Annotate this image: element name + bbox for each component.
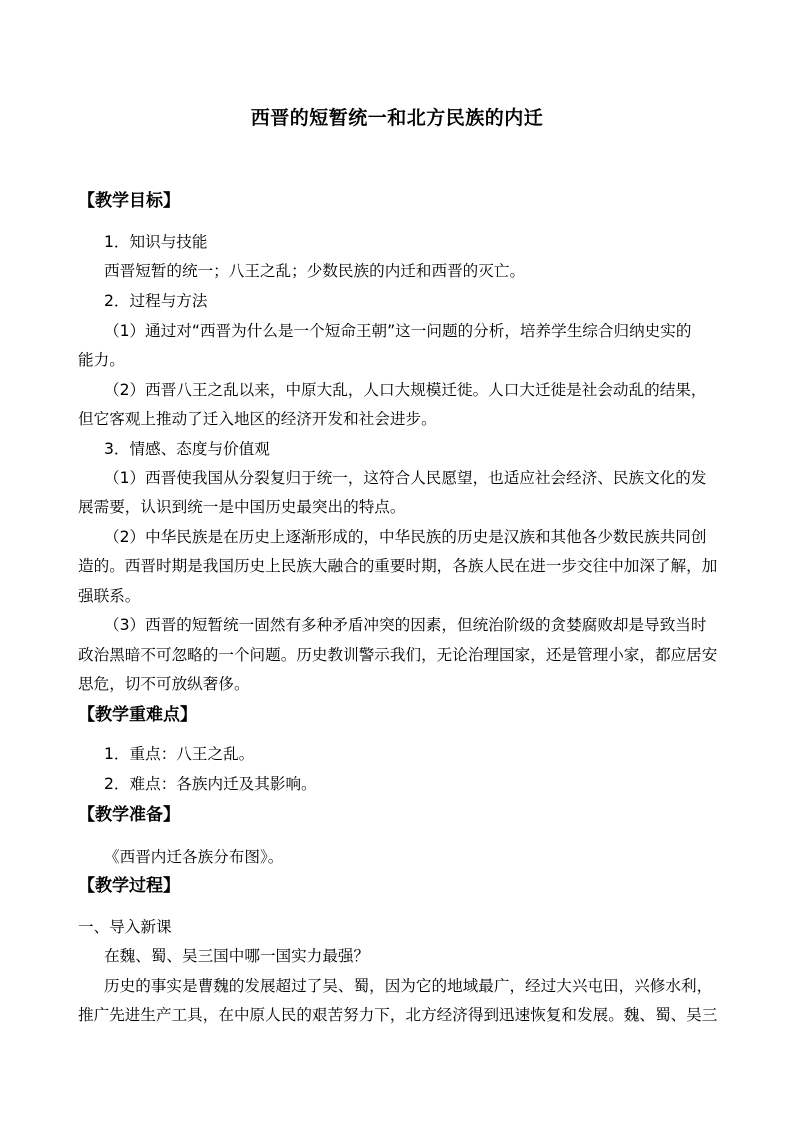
- section-heading-key-points: 【教学重难点】: [78, 705, 197, 725]
- section-heading-preparation: 【教学准备】: [78, 805, 180, 825]
- paragraph-line: 2．难点：各族内迁及其影响。: [104, 775, 317, 793]
- paragraph-line: 3．情感、态度与价值观: [104, 440, 270, 458]
- paragraph-line: （2）中华民族是在历史上逐渐形成的，中华民族的历史是汉族和其他各少数民族共同创: [104, 528, 707, 546]
- section-heading-goals: 【教学目标】: [78, 191, 180, 211]
- paragraph-line: 思危，切不可放纵奢侈。: [78, 675, 250, 693]
- paragraph-line: 《西晋内迁各族分布图》。: [104, 848, 284, 866]
- paragraph-line: （2）西晋八王之乱以来，中原大乱，人口大规模迁徙。人口大迁徙是社会动乱的结果，: [104, 381, 707, 399]
- section-heading-process: 【教学过程】: [78, 876, 180, 896]
- paragraph-line: 2．过程与方法: [104, 292, 208, 310]
- paragraph-line: 但它客观上推动了迁入地区的经济开发和社会进步。: [78, 410, 437, 428]
- paragraph-line: 历史的事实是曹魏的发展超过了吴、蜀，因为它的地域最广，经过大兴屯田，兴修水利，: [104, 977, 713, 995]
- paragraph-line: 西晋短暂的统一；八王之乱；少数民族的内迁和西晋的灭亡。: [104, 262, 526, 280]
- paragraph-line: 展需要，认识到统一是中国历史最突出的特点。: [78, 498, 406, 516]
- paragraph-line: 推广先进生产工具，在中原人民的艰苦努力下，北方经济得到迅速恢复和发展。魏、蜀、吴三: [78, 1006, 718, 1024]
- paragraph-line: 政治黑暗不可忽略的一个问题。历史教训警示我们，无论治理国家，还是管理小家，都应居安: [78, 646, 718, 664]
- paragraph-line: 一、导入新课: [78, 918, 172, 936]
- document-title: 西晋的短暂统一和北方民族的内迁: [250, 107, 544, 129]
- paragraph-line: （1）通过对“西晋为什么是一个短命王朝”这一问题的分析，培养学生综合归纳史实的: [104, 322, 692, 340]
- paragraph-line: （3）西晋的短暂统一固然有多种矛盾冲突的因素，但统治阶级的贪婪腐败却是导致当时: [104, 616, 707, 634]
- paragraph-line: 造的。西晋时期是我国历史上民族大融合的重要时期，各族人民在进一步交往中加深了解，加: [78, 557, 718, 575]
- paragraph-line: （1）西晋使我国从分裂复归于统一，这符合人民愿望，也适应社会经济、民族文化的发: [104, 469, 707, 487]
- paragraph-line: 1．重点：八王之乱。: [104, 745, 255, 763]
- paragraph-line: 在魏、蜀、吴三国中哪一国实力最强？: [104, 947, 370, 965]
- paragraph-line: 1．知识与技能: [104, 233, 208, 251]
- paragraph-line: 能力。: [78, 351, 125, 369]
- paragraph-line: 强联系。: [78, 587, 141, 605]
